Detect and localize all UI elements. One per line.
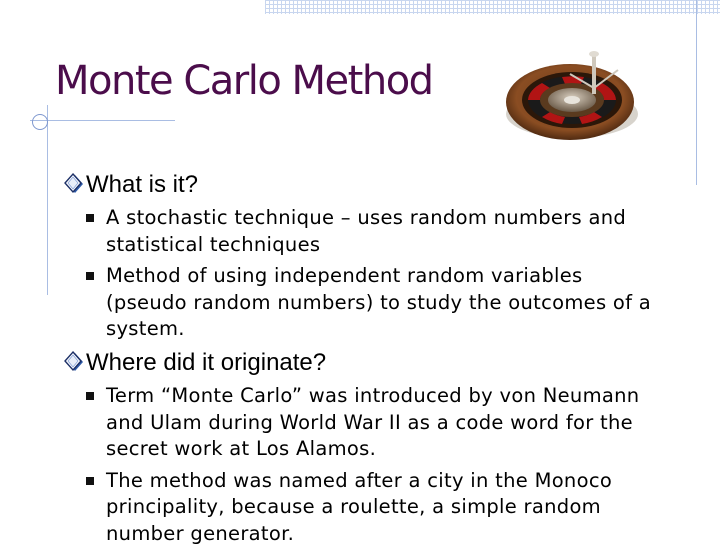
section-heading-row [62,171,666,199]
square-bullet-icon [86,477,94,485]
list-item [86,205,666,258]
section-what-is-it [62,171,666,343]
section-where-did-it-originate [62,349,666,547]
diamond-bullet-icon [62,171,86,197]
section-heading-row [62,349,666,377]
bullet-text: Term “Monte Carlo” was introduced by von Neumann and Ulam during World War II as a code word for the secret work at Los Alamos. [106,383,666,463]
crosshair-ornament [32,114,48,130]
square-bullet-icon [86,272,94,280]
bullet-list [86,383,666,547]
bullet-text: The method was named after a city in the Monoco principality, because a roulette, a simple random number generator. [106,468,666,547]
section-heading: What is it? [86,171,198,199]
background-horizontal-line [30,120,175,121]
square-bullet-icon [86,214,94,222]
bullet-text: A stochastic technique – uses random numbers and statistical techniques [106,205,666,258]
list-item [86,263,666,343]
slide-title: Monte Carlo Method [55,58,433,104]
bullet-text: Method of using independent random variables (pseudo random numbers) to study the outcomes of a system. [106,263,666,343]
section-heading: Where did it originate? [86,349,326,377]
bullet-list [86,205,666,343]
square-bullet-icon [86,392,94,400]
list-item [86,383,666,463]
background-grid-pattern [265,0,720,14]
background-vertical-line [47,105,48,295]
diamond-bullet-icon [62,349,86,375]
background-vertical-line [696,0,697,185]
roulette-wheel-image [500,40,640,144]
list-item [86,468,666,547]
